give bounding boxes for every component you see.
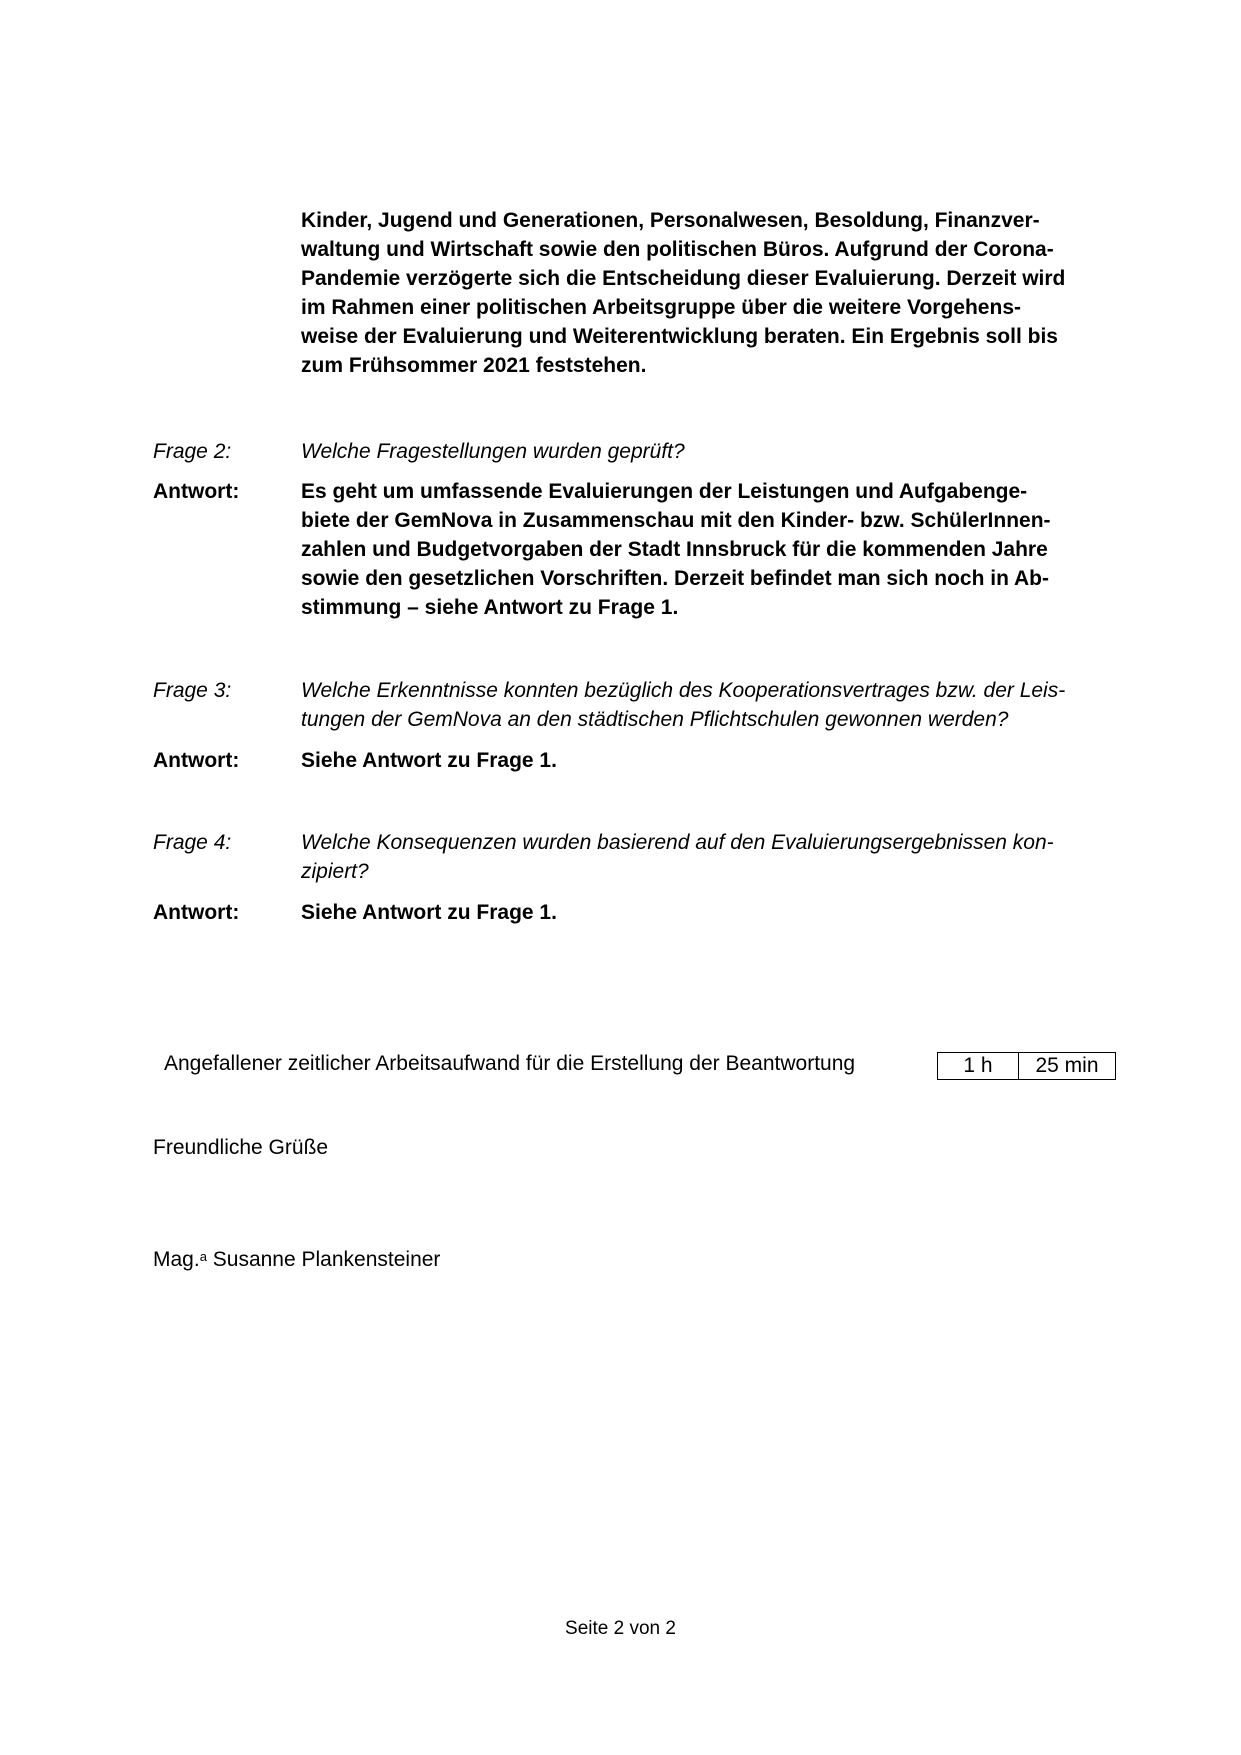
answer-line: Siehe Antwort zu Frage 1. [301, 901, 557, 924]
question-line: zipiert? [301, 860, 369, 883]
closing-greeting: Freundliche Grüße [153, 1136, 329, 1159]
intro-line: Kinder, Jugend und Generationen, Personalwesen, Besoldung, Finanzver- [301, 209, 1040, 232]
question-4-label: Frage 4: [153, 831, 232, 854]
answer-2-text [301, 477, 1151, 622]
answer-4-label: Antwort: [153, 901, 240, 924]
signature-title: Mag. [153, 1248, 200, 1271]
question-2-text [301, 437, 1151, 466]
intro-line: im Rahmen einer politischen Arbeitsgruppe über die weitere Vorgehens- [301, 296, 1021, 319]
effort-label: Angefallener zeitlicher Arbeitsaufwand für die Erstellung der Beantwortung [164, 1052, 856, 1075]
answer-line: Es geht um umfassende Evaluierungen der Leistungen und Aufgabenge- [301, 480, 1028, 503]
question-4-text [301, 828, 1151, 886]
question-3-label: Frage 3: [153, 679, 232, 702]
answer-line: biete der GemNova in Zusammenschau mit den Kinder- bzw. SchülerInnen- [301, 509, 1051, 532]
signature-name: Susanne Plankensteiner [212, 1248, 441, 1271]
answer-4-text [301, 898, 1151, 927]
intro-line: waltung und Wirtschaft sowie den politischen Büros. Aufgrund der Corona- [301, 238, 1054, 261]
answer-3-label: Antwort: [153, 749, 240, 772]
question-line: Welche Konsequenzen wurden basierend auf den Evaluierungsergebnissen kon- [301, 831, 1054, 854]
signature-title-sup: a [199, 1249, 207, 1264]
answer-2-label: Antwort: [153, 480, 240, 503]
answer-line: zahlen und Budgetvorgaben der Stadt Innsbruck für die kommenden Jahre [301, 538, 1048, 561]
intro-paragraph [301, 206, 1151, 380]
effort-minutes: 25 min [1035, 1054, 1099, 1077]
signature [153, 1246, 440, 1274]
answer-3-text [301, 746, 1151, 775]
intro-line: Pandemie verzögerte sich die Entscheidung dieser Evaluierung. Derzeit wird [301, 267, 1066, 290]
intro-line: zum Frühsommer 2021 feststehen. [301, 354, 647, 377]
page-footer: Seite 2 von 2 [565, 1618, 676, 1639]
intro-line: weise der Evaluierung und Weiterentwicklung beraten. Ein Ergebnis soll bis [301, 325, 1058, 348]
effort-hours: 1 h [938, 1053, 1019, 1079]
question-2-label: Frage 2: [153, 440, 232, 463]
answer-line: sowie den gesetzlichen Vorschriften. Derzeit befindet man sich noch in Ab- [301, 567, 1049, 590]
question-line: Welche Erkenntnisse konnten bezüglich des Kooperationsvertrages bzw. der Leis- [301, 679, 1066, 702]
question-line: Welche Fragestellungen wurden geprüft? [301, 440, 685, 463]
question-3-text [301, 676, 1151, 734]
effort-table [937, 1052, 1116, 1080]
answer-line: Siehe Antwort zu Frage 1. [301, 749, 557, 772]
answer-line: stimmung – siehe Antwort zu Frage 1. [301, 596, 679, 619]
question-line: tungen der GemNova an den städtischen Pflichtschulen gewonnen werden? [301, 708, 1009, 731]
